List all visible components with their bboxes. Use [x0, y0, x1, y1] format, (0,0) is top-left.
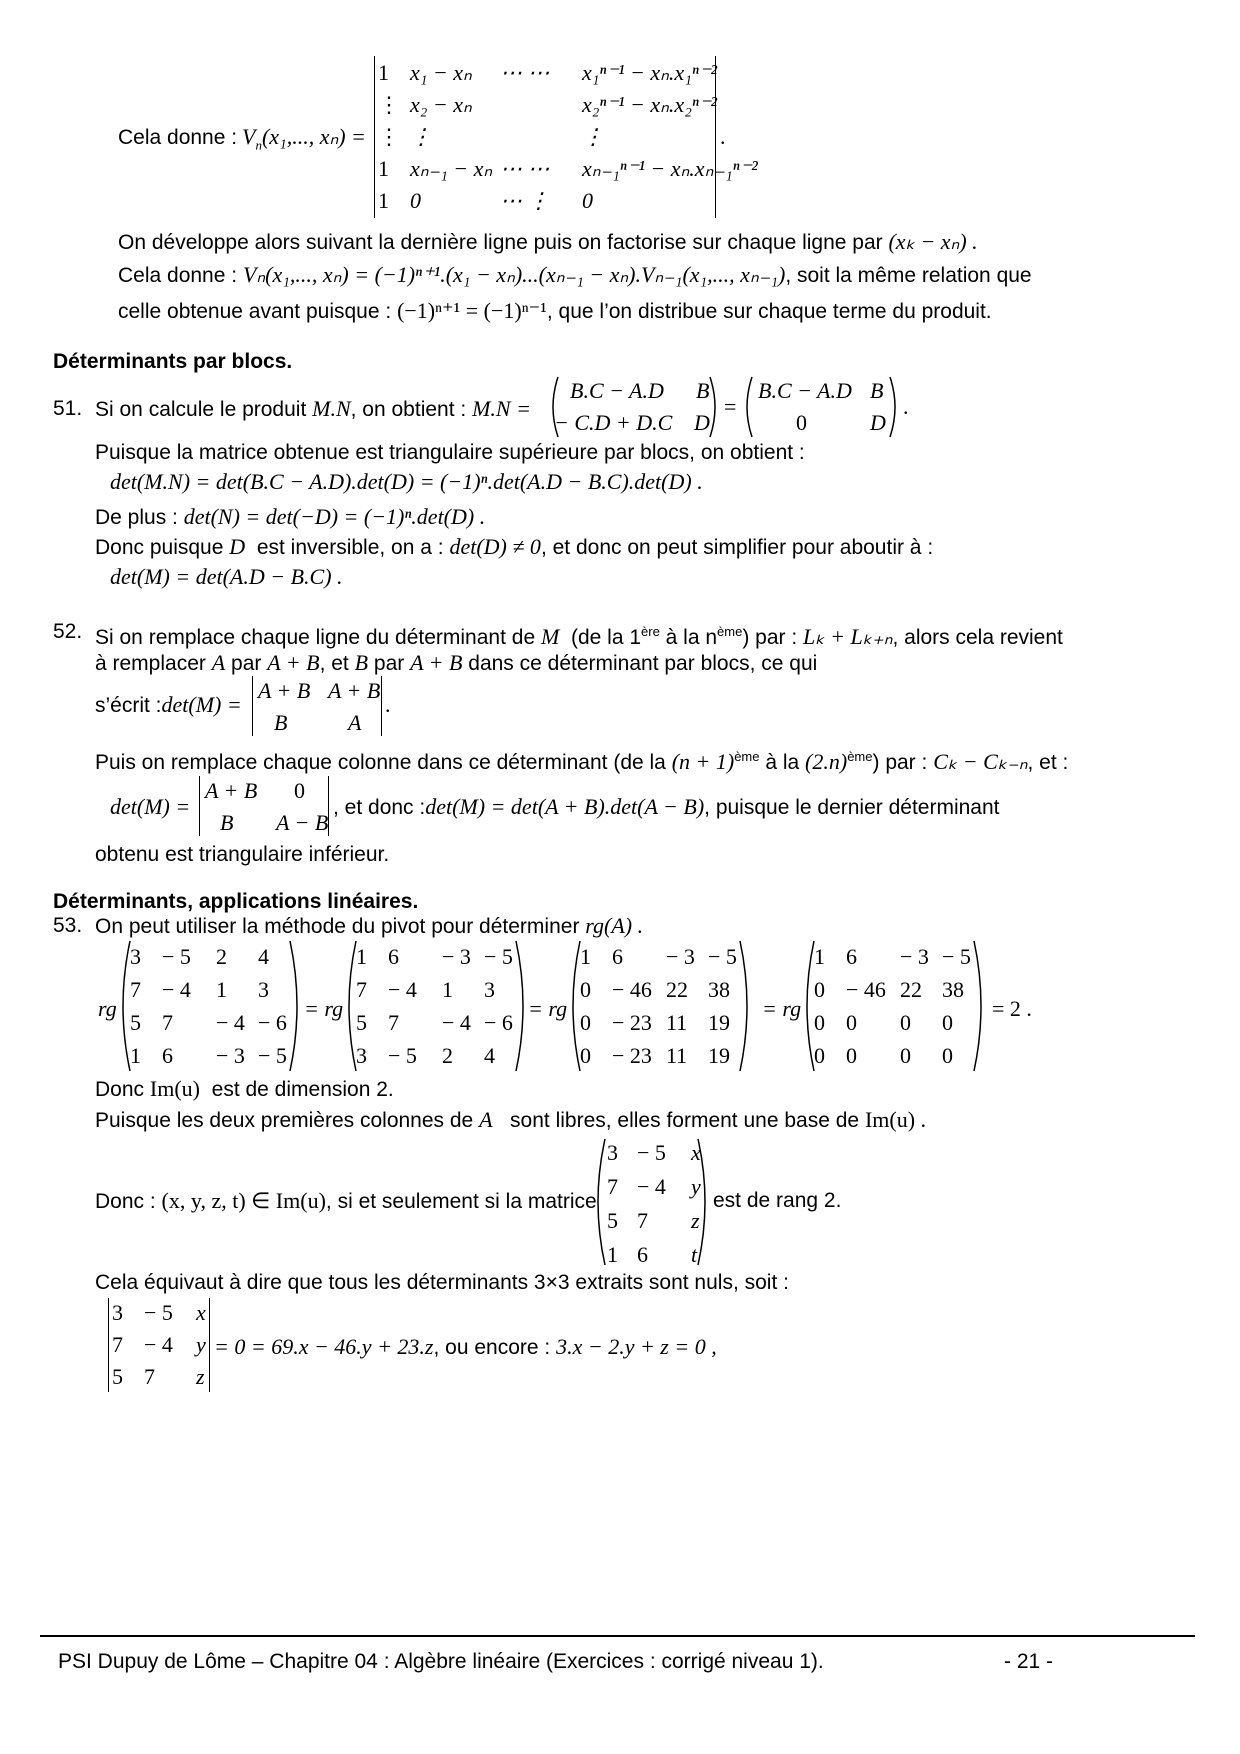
item-53-line-4-end: est de rang 2. — [713, 1189, 842, 1212]
vn-det-cell: x₂ⁿ⁻¹ − xₙ.x₂ⁿ⁻² — [582, 92, 717, 117]
pivot-matrix-cell: 0 — [942, 1043, 953, 1068]
matrix-xyzt-cell: 7 — [637, 1208, 648, 1233]
vn-det-cell: ⋮ — [378, 92, 400, 117]
rg-eq-2: = rg — [528, 996, 568, 1021]
item-51-line-3: De plus : det(N) = det(−D) = (−1)ⁿ.det(D) . — [95, 504, 486, 529]
item-51-det-mn: det(M.N) = det(B.C − A.D).det(D) = (−1)ⁿ.det(A.D − B.C).det(D) . — [110, 469, 703, 494]
item-51-line-1: Si on calcule le produit M.N, on obtient : M.N = — [95, 396, 531, 421]
footer-left: PSI Dupuy de Lôme – Chapitre 04 : Algèbre linéaire (Exercices : corrigé niveau 1). — [58, 1650, 824, 1673]
pivot-matrix-cell: 6 — [846, 944, 857, 969]
vn-det-cell: ⋮ — [410, 124, 432, 149]
vn-det-cell: ⋮ — [378, 124, 400, 149]
vn-det-cell: x₂ − xₙ — [410, 92, 472, 117]
vn-det-cell: 0 — [410, 188, 421, 213]
mat2-cell: B — [870, 378, 884, 403]
matrix-xyzt-cell: 3 — [607, 1140, 618, 1165]
pivot-matrix-cell: 0 — [580, 1010, 591, 1035]
heading-determinants-par-blocs: Déterminants par blocs. — [53, 350, 293, 373]
top-line-2: Cela donne : Vₙ(x₁,..., xₙ) = (−1)ⁿ⁺¹.(x₁ − xₙ)...(xₙ₋₁ − xₙ).Vₙ₋₁(x₁,..., xₙ₋₁), soit la même relation que — [118, 262, 1032, 287]
pivot-matrix-cell: − 4 — [162, 977, 191, 1002]
matrix-xyzt-cell: 7 — [607, 1174, 618, 1199]
item-53-line-6: = 0 = 69.x − 46.y + 23.z, ou encore : 3.x − 2.y + z = 0 , — [214, 1334, 717, 1359]
rg-result: = 2 . — [992, 996, 1032, 1021]
matrix-2-left-paren — [740, 376, 754, 438]
page-number: - 21 - — [1004, 1650, 1054, 1673]
vn-det-cell: x₁ⁿ⁻¹ − xₙ.x₁ⁿ⁻² — [582, 60, 717, 85]
matrix-xyzt-cell: 1 — [607, 1242, 618, 1267]
equals-sign: = — [724, 394, 737, 419]
vn-det-cell: ⋮ — [582, 124, 604, 149]
pivot-matrix-cell: 0 — [900, 1010, 911, 1035]
top-line-3: celle obtenue avant puisque : (−1)ⁿ⁺¹ = (−1)ⁿ⁻¹, que l’on distribue sur chaque terme du produit. — [118, 298, 992, 323]
pivot-matrix-cell: 3 — [258, 977, 269, 1002]
item-52-line-2: à remplacer A par A + B, et B par A + B dans ce déterminant par blocs, ce qui — [95, 650, 818, 675]
matrix-xyzt-cell: t — [691, 1242, 698, 1267]
mat2-cell: 0 — [796, 410, 807, 435]
vn-det-cell: ⋯ ⋯ — [500, 156, 550, 181]
vn-det-cell: xₙ₋₁ⁿ⁻¹ − xₙ.xₙ₋₁ⁿ⁻² — [582, 156, 758, 181]
top-line-1: On développe alors suivant la dernière ligne puis on factorise sur chaque ligne par (xₖ − xₙ) . — [118, 229, 978, 254]
item-53-line-5: Cela équivaut à dire que tous les déterminants 3×3 extraits sont nuls, soit : — [95, 1271, 789, 1294]
pivot-matrix-cell: 6 — [162, 1043, 173, 1068]
item-53-number: 53. — [53, 914, 83, 937]
item-53-line-3: Puisque les deux premières colonnes de A sont libres, elles forment une base de Im(u) . — [95, 1107, 927, 1132]
matrix-xyzt-cell: − 5 — [637, 1140, 666, 1165]
period: . — [385, 692, 391, 717]
pivot-matrix-cell: 19 — [708, 1043, 730, 1068]
mn-cell: B.C − A.D — [570, 378, 664, 403]
item-52-line-5: , et donc :det(M) = det(A + B).det(A − B), puisque le dernier déterminant — [333, 794, 1000, 819]
pivot-matrix-cell: 22 — [666, 977, 688, 1002]
item-53-line-2: Donc Im(u) est de dimension 2. — [95, 1076, 394, 1101]
pivot-matrix-cell: 7 — [130, 977, 141, 1002]
pivot-matrix-cell: − 5 — [258, 1043, 287, 1068]
pivot-matrix-right-paren — [738, 940, 752, 1072]
matrix-xyzt-cell: 6 — [637, 1242, 648, 1267]
pivot-matrix-cell: 4 — [484, 1043, 495, 1068]
det1-cell: A — [348, 710, 362, 735]
vn-period: . — [720, 124, 726, 149]
item-52-line-4: Puis on remplace chaque colonne dans ce déterminant (de la $(n + 1)^{ème}$ à la $(2.n)^{ème}$) par : Cₖ − Cₖ₋ₙ, et : — [95, 749, 1069, 774]
pivot-matrix-cell: 6 — [388, 944, 399, 969]
det2-cell: 0 — [294, 778, 305, 803]
matrix-xyzt-left-paren — [593, 1138, 607, 1266]
det2-cell: B — [220, 810, 234, 835]
rg-eq-1: = rg — [304, 996, 344, 1021]
matrix-mn-right-paren — [708, 376, 722, 438]
pivot-matrix-cell: 0 — [580, 1043, 591, 1068]
item-51-det-m: det(M) = det(A.D − B.C) . — [110, 564, 343, 589]
vn-det-cell: x₁ − xₙ — [410, 60, 472, 85]
pivot-matrix-cell: − 5 — [388, 1043, 417, 1068]
item-52-secrit: s’écrit :det(M) = — [95, 692, 242, 717]
item-51-number: 51. — [53, 397, 83, 420]
determinant-3x3-cell: 7 — [144, 1364, 155, 1389]
rg-label: rg — [98, 996, 117, 1021]
pivot-matrix-cell: − 5 — [942, 944, 971, 969]
det1-cell: B — [274, 710, 288, 735]
pivot-matrix-cell: 2 — [216, 944, 227, 969]
mn-cell: D — [694, 410, 710, 435]
determinant-3x3-cell: z — [196, 1364, 205, 1389]
mat2-cell: D — [870, 410, 886, 435]
mn-cell: B — [696, 378, 710, 403]
pivot-matrix-cell: − 3 — [900, 944, 929, 969]
pivot-matrix-cell: 0 — [846, 1010, 857, 1035]
footer-rule — [40, 1635, 1195, 1637]
item-51-line-2: Puisque la matrice obtenue est triangulaire supérieure par blocs, on obtient : — [95, 441, 805, 464]
pivot-matrix-cell: − 4 — [216, 1010, 245, 1035]
pivot-matrix-cell: 7 — [162, 1010, 173, 1035]
item-53-line-1: On peut utiliser la méthode du pivot pour déterminer rg(A) . — [95, 913, 644, 938]
item-52-line-6: obtenu est triangulaire inférieur. — [95, 843, 390, 866]
pivot-matrix-cell: − 4 — [388, 977, 417, 1002]
pivot-matrix-cell: − 23 — [612, 1010, 652, 1035]
mn-cell: − C.D + D.C — [554, 410, 673, 435]
pivot-matrix-cell: − 6 — [258, 1010, 287, 1035]
pivot-matrix-cell: 0 — [580, 977, 591, 1002]
pivot-matrix-cell: 11 — [666, 1043, 688, 1068]
pivot-matrix-cell: 1 — [814, 944, 825, 969]
pivot-matrix-cell: 1 — [130, 1043, 141, 1068]
pivot-matrix-cell: − 3 — [442, 944, 471, 969]
pivot-matrix-cell: 7 — [356, 977, 367, 1002]
matrix-2-right-paren — [888, 376, 902, 438]
matrix-xyzt-cell: y — [691, 1174, 701, 1199]
vn-det-cell: xₙ₋₁ − xₙ — [410, 156, 493, 181]
pivot-matrix-cell: − 3 — [666, 944, 695, 969]
vn-det-cell: 1 — [378, 156, 389, 181]
pivot-matrix-cell: 6 — [612, 944, 623, 969]
cela-donne-label: Cela donne : — [118, 126, 238, 149]
item-52-line-1: Si on remplace chaque ligne du déterminant de M (de la 1ère à la $n^{ème}$) par : Lₖ + Lₖ₊ₙ, alors cela revient — [95, 624, 1063, 649]
pivot-matrix-cell: − 46 — [846, 977, 886, 1002]
pivot-matrix-cell: 19 — [708, 1010, 730, 1035]
item-52-det-m-2: det(M) = — [110, 794, 191, 819]
pivot-matrix-cell: − 4 — [442, 1010, 471, 1035]
pivot-matrix-cell: 0 — [942, 1010, 953, 1035]
det1-cell: A + B — [258, 678, 311, 703]
heading-applications-lineaires: Déterminants, applications linéaires. — [53, 890, 419, 913]
determinant-3x3-cell: 5 — [112, 1364, 123, 1389]
matrix-xyzt-right-paren — [696, 1138, 710, 1266]
pivot-matrix-cell: 0 — [846, 1043, 857, 1068]
pivot-matrix-cell: − 23 — [612, 1043, 652, 1068]
vn-det-cell: ⋯ ⋮ — [500, 188, 550, 213]
matrix-xyzt-cell: z — [691, 1208, 700, 1233]
pivot-matrix-cell: 1 — [442, 977, 453, 1002]
pivot-matrix-right-paren — [288, 940, 302, 1072]
determinant-3x3-cell: y — [196, 1332, 206, 1357]
pivot-matrix-cell: 0 — [814, 1043, 825, 1068]
vn-det-cell: 0 — [582, 188, 593, 213]
pivot-matrix-cell: 1 — [580, 944, 591, 969]
pivot-matrix-cell: 5 — [130, 1010, 141, 1035]
pivot-matrix-cell: − 5 — [162, 944, 191, 969]
mat2-cell: B.C − A.D — [758, 378, 852, 403]
pivot-matrix-cell: 3 — [484, 977, 495, 1002]
determinant-3x3-cell: 3 — [112, 1300, 123, 1325]
vn-lhs: $V_n(x_1$,..., xₙ) = — [242, 124, 366, 153]
pivot-matrix-cell: 2 — [442, 1043, 453, 1068]
pivot-matrix-cell: 0 — [900, 1043, 911, 1068]
matrix-xyzt-cell: x — [691, 1140, 701, 1165]
vn-det-cell: ⋯ ⋯ — [500, 60, 550, 85]
pivot-matrix-cell: 3 — [356, 1043, 367, 1068]
pivot-matrix-cell: − 6 — [484, 1010, 513, 1035]
rg-eq-3: = rg — [762, 996, 802, 1021]
pivot-matrix-cell: 38 — [708, 977, 730, 1002]
determinant-3x3-cell: x — [196, 1300, 206, 1325]
pivot-matrix-cell: 1 — [216, 977, 227, 1002]
item-53-line-4: Donc : (x, y, z, t) ∈ Im(u), si et seulement si la matrice — [95, 1188, 597, 1213]
pivot-matrix-cell: 11 — [666, 1010, 688, 1035]
determinant-3x3-cell: 7 — [112, 1332, 123, 1357]
item-51-line-4: Donc puisque D est inversible, on a : det(D) ≠ 0, et donc on peut simplifier pour aboutir à : — [95, 534, 934, 559]
pivot-matrix-cell: 38 — [942, 977, 964, 1002]
vn-det-cell: 1 — [378, 188, 389, 213]
vn-det-cell: 1 — [378, 60, 389, 85]
det1-cell: A + B — [328, 678, 381, 703]
pivot-matrix-cell: 7 — [388, 1010, 399, 1035]
pivot-matrix-cell: 22 — [900, 977, 922, 1002]
det2-cell: A + B — [205, 778, 258, 803]
pivot-matrix-cell: 3 — [130, 944, 141, 969]
determinant-3x3-cell: − 5 — [144, 1300, 173, 1325]
det2-cell: A − B — [276, 810, 329, 835]
pivot-matrix-cell: − 5 — [484, 944, 513, 969]
item-52-number: 52. — [53, 620, 83, 643]
pivot-matrix-cell: 4 — [258, 944, 269, 969]
pivot-matrix-cell: − 46 — [612, 977, 652, 1002]
pivot-matrix-cell: − 3 — [216, 1043, 245, 1068]
pivot-matrix-cell: 0 — [814, 977, 825, 1002]
pivot-matrix-cell: 1 — [356, 944, 367, 969]
pivot-matrix-right-paren — [972, 940, 986, 1072]
pivot-matrix-cell: − 5 — [708, 944, 737, 969]
period: . — [903, 394, 909, 419]
pivot-matrix-cell: 5 — [356, 1010, 367, 1035]
determinant-3x3-cell: − 4 — [144, 1332, 173, 1357]
matrix-xyzt-cell: − 4 — [637, 1174, 666, 1199]
pivot-matrix-cell: 0 — [814, 1010, 825, 1035]
matrix-xyzt-cell: 5 — [607, 1208, 618, 1233]
pivot-matrix-right-paren — [514, 940, 528, 1072]
